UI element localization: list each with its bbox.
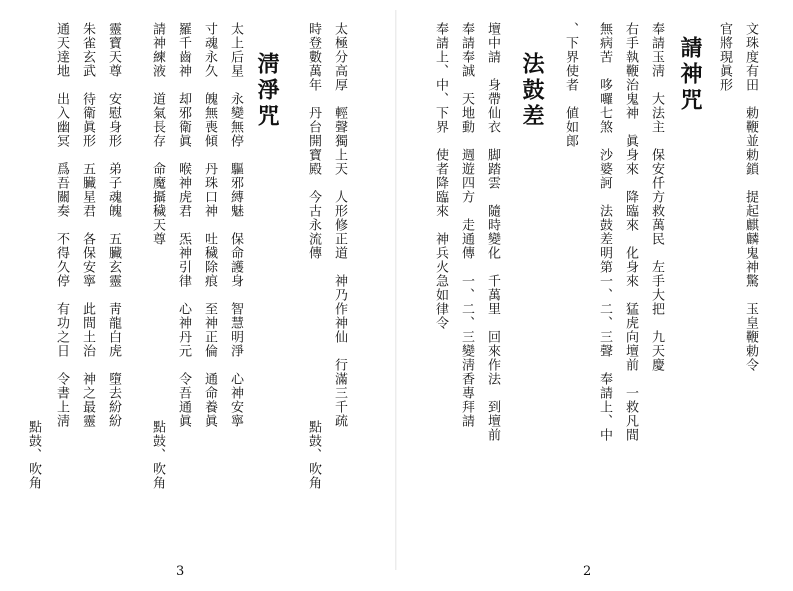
left-page bbox=[0, 0, 396, 591]
text-column: 時登數萬年 丹台開寶殿 今古永流傳 bbox=[306, 22, 321, 260]
text-column: 點鼓、吹角 bbox=[150, 420, 165, 490]
text-column: 奉請奉誠 天地動 週遊四方 走通傳 一、二、三變淸香專拜請 bbox=[459, 22, 474, 428]
text-column: 點鼓、吹角 bbox=[26, 420, 41, 490]
text-column: 右手執鞭治鬼神 眞身來 降臨來 化身來 猛虎向壇前 一救凡間 bbox=[623, 22, 638, 442]
text-column: 官將現眞形 bbox=[717, 22, 732, 92]
section-heading: 請神咒 bbox=[677, 36, 702, 114]
page-number: 3 bbox=[176, 564, 185, 579]
text-column: 請神練液 道氣長存 命魔攝穢天尊 bbox=[150, 22, 165, 246]
page-number: 2 bbox=[583, 564, 592, 579]
text-column: 無病苦 哆囉七煞 沙婆訶 法鼓差明第一、二、三聲 奉請上、中 bbox=[597, 22, 612, 442]
text-column: 羅千齒神 却邪衛眞 喉神虎君 炁神引律 心神丹元 令吾通眞 bbox=[176, 22, 191, 428]
text-column: 奉請玉淸 大法主 保安仟方救萬民 左手大把 九天慶 bbox=[649, 22, 664, 372]
text-column: 奉請上、中、下界 使者降臨來 神兵火急如律令 bbox=[433, 22, 448, 330]
text-column: 通天達地 出入幽冥 爲吾關奏 不得久停 有功之日 令書上淸 bbox=[54, 22, 69, 428]
text-column: 寸魂永久 魄無喪傾 丹珠口神 吐穢除痕 至神正倫 通命養眞 bbox=[202, 22, 217, 428]
text-column: 壇中請 身帶仙衣 脚踏雲 隨時變化 千萬里 回來作法 到壇前 bbox=[485, 22, 500, 442]
text-column: 點鼓、吹角 bbox=[306, 420, 321, 490]
text-column: 、下界使者 値如郎 bbox=[563, 22, 578, 148]
text-column: 靈寶天尊 安慰身形 弟子魂魄 五臟玄靈 靑龍白虎 墮去紛紛 bbox=[106, 22, 121, 428]
text-column: 朱雀玄武 待衛眞形 五臟星君 各保安寧 此間土治 神之最靈 bbox=[80, 22, 95, 428]
section-heading: 淸淨咒 bbox=[254, 52, 279, 130]
right-page bbox=[397, 0, 793, 591]
text-column: 太極分高厚 輕聲獨上天 人形修正道 神乃作神仙 行滿三千疏 bbox=[332, 22, 347, 428]
section-heading: 法鼓差 bbox=[519, 52, 544, 130]
text-column: 文珠度有田 勅鞭並勅鎖 提起麒麟鬼神驚 玉皇鞭勅令 bbox=[743, 22, 758, 372]
text-column: 太上后星 永變無停 驅邪縛魅 保命護身 智慧明淨 心神安寧 bbox=[228, 22, 243, 428]
